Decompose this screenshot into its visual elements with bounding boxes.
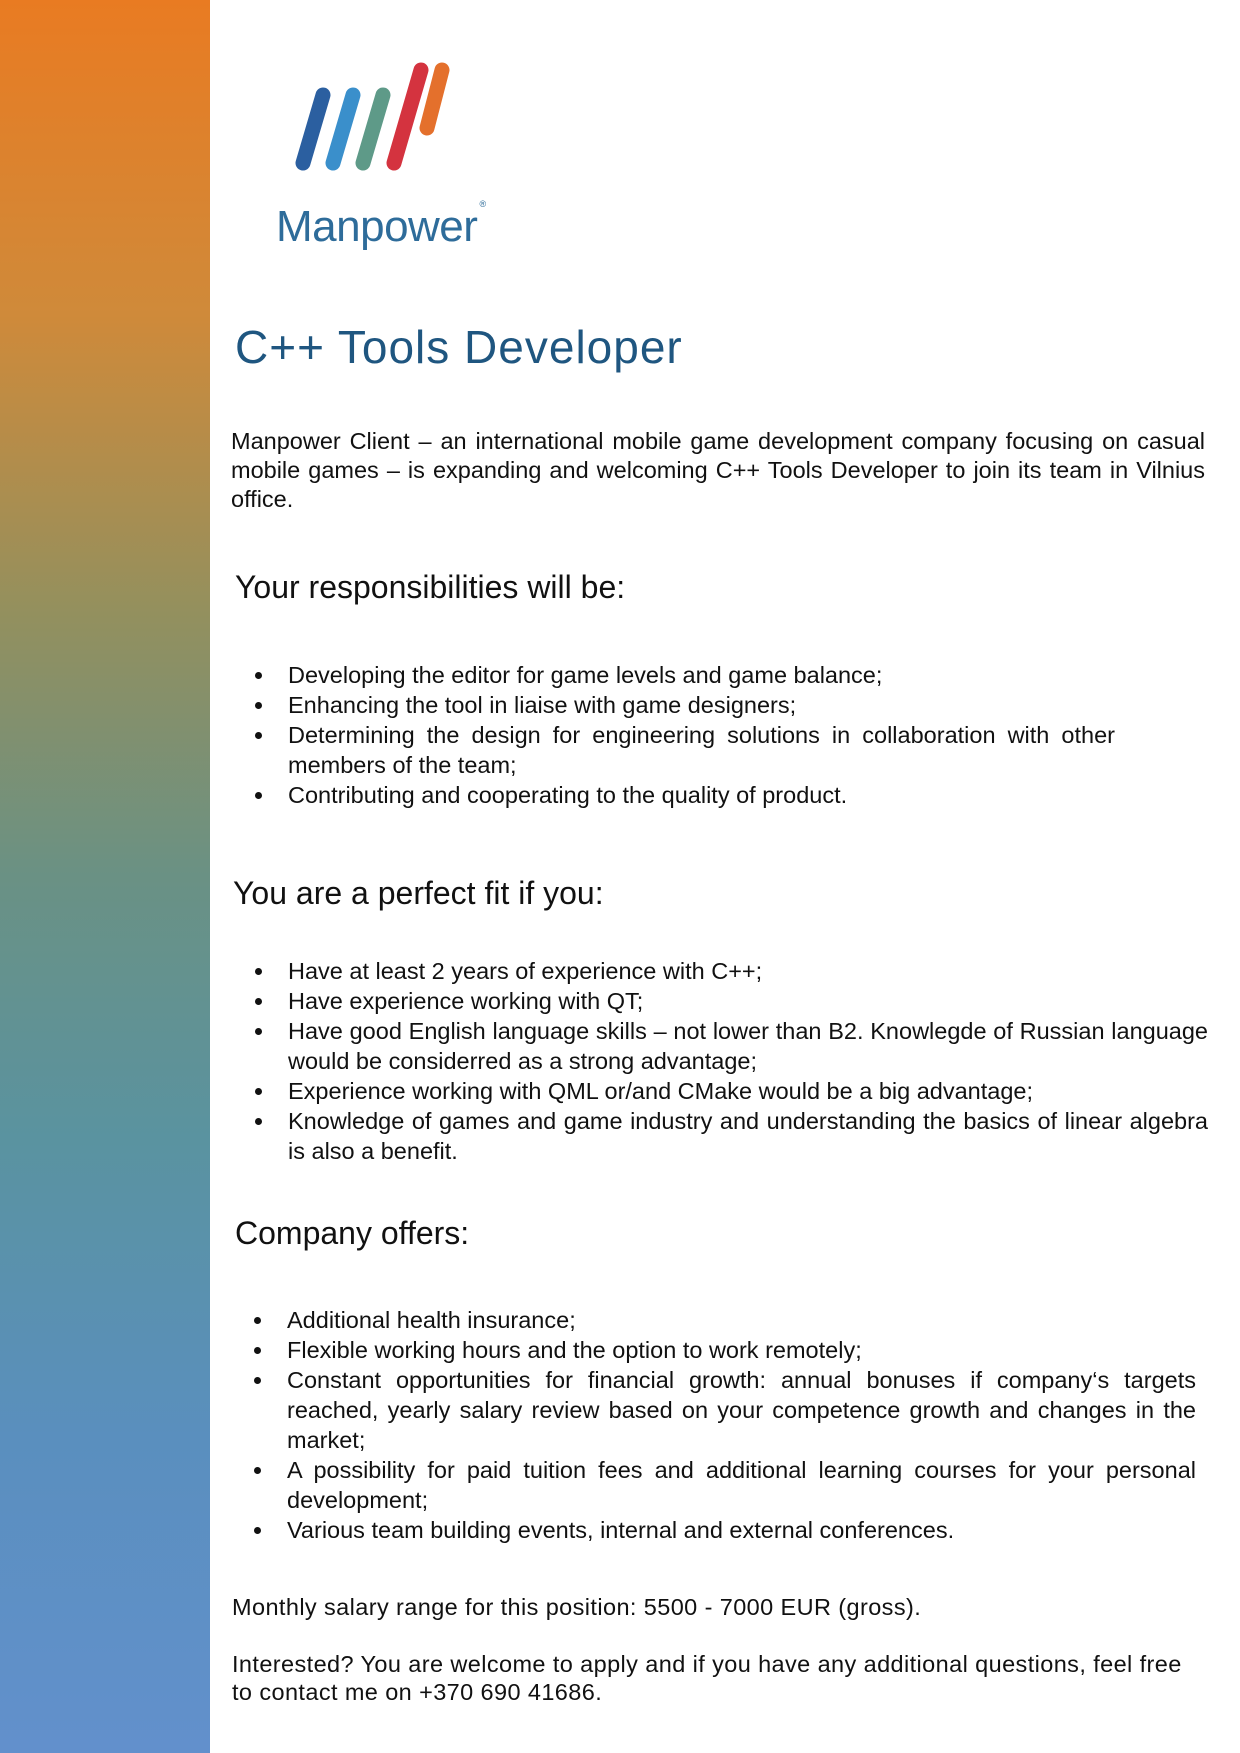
contact-text: Interested? You are welcome to apply and if you have any additional questions, feel free to contact me on +370 690 41686. xyxy=(232,1651,1182,1705)
logo-stripe-2 xyxy=(333,95,353,163)
list-item: Various team building events, internal and external conferences. xyxy=(234,1515,1196,1545)
list-item: Additional health insurance; xyxy=(234,1305,1196,1335)
requirements-list xyxy=(235,956,1208,1166)
logo-stripe-1 xyxy=(303,95,323,163)
salary-text: Monthly salary range for this position: 5500 - 7000 EUR (gross). xyxy=(232,1594,922,1620)
list-item: Flexible working hours and the option to work remotely; xyxy=(234,1335,1196,1365)
offers-list xyxy=(234,1305,1196,1545)
logo-stripe-5 xyxy=(427,70,442,128)
list-item: Enhancing the tool in liaise with game designers; xyxy=(235,690,1115,720)
brand-wordmark: Manpower ® xyxy=(276,199,486,251)
offers-heading: Company offers: xyxy=(235,1215,470,1251)
logo-stripe-4 xyxy=(394,70,421,163)
job-title: C++ Tools Developer xyxy=(235,321,683,373)
list-item: Experience working with QML or/and CMake would be a big advantage; xyxy=(235,1076,1208,1106)
list-item: Have at least 2 years of experience with C++; xyxy=(235,956,1208,986)
list-item: Constant opportunities for financial growth: annual bonuses if company‘s targets reached, yearly salary review based on your competence growth and changes in the market; xyxy=(234,1365,1196,1455)
responsibilities-list xyxy=(235,660,1115,810)
list-item: Knowledge of games and game industry and understanding the basics of linear algebra is also a benefit. xyxy=(235,1106,1208,1166)
list-item: Contributing and cooperating to the quality of product. xyxy=(235,780,1115,810)
responsibilities-heading: Your responsibilities will be: xyxy=(235,569,626,605)
list-item: Have good English language skills – not lower than B2. Knowlegde of Russian language would be considerred as a strong advantage; xyxy=(235,1016,1208,1076)
intro-paragraph: Manpower Client – an international mobile game development company focusing on casual mobile games – is expanding and welcoming C++ Tools Developer to join its team in Vilnius office. xyxy=(231,428,1205,512)
logo-stripe-3 xyxy=(363,95,383,163)
list-item: Developing the editor for game levels and game balance; xyxy=(235,660,1115,690)
list-item: Determining the design for engineering solutions in collaboration with other members of the team; xyxy=(235,720,1115,780)
list-item: Have experience working with QT; xyxy=(235,986,1208,1016)
list-item: A possibility for paid tuition fees and additional learning courses for your personal development; xyxy=(234,1455,1196,1515)
decorative-gradient-sidebar xyxy=(0,0,210,1753)
requirements-heading: You are a perfect fit if you: xyxy=(233,875,604,911)
